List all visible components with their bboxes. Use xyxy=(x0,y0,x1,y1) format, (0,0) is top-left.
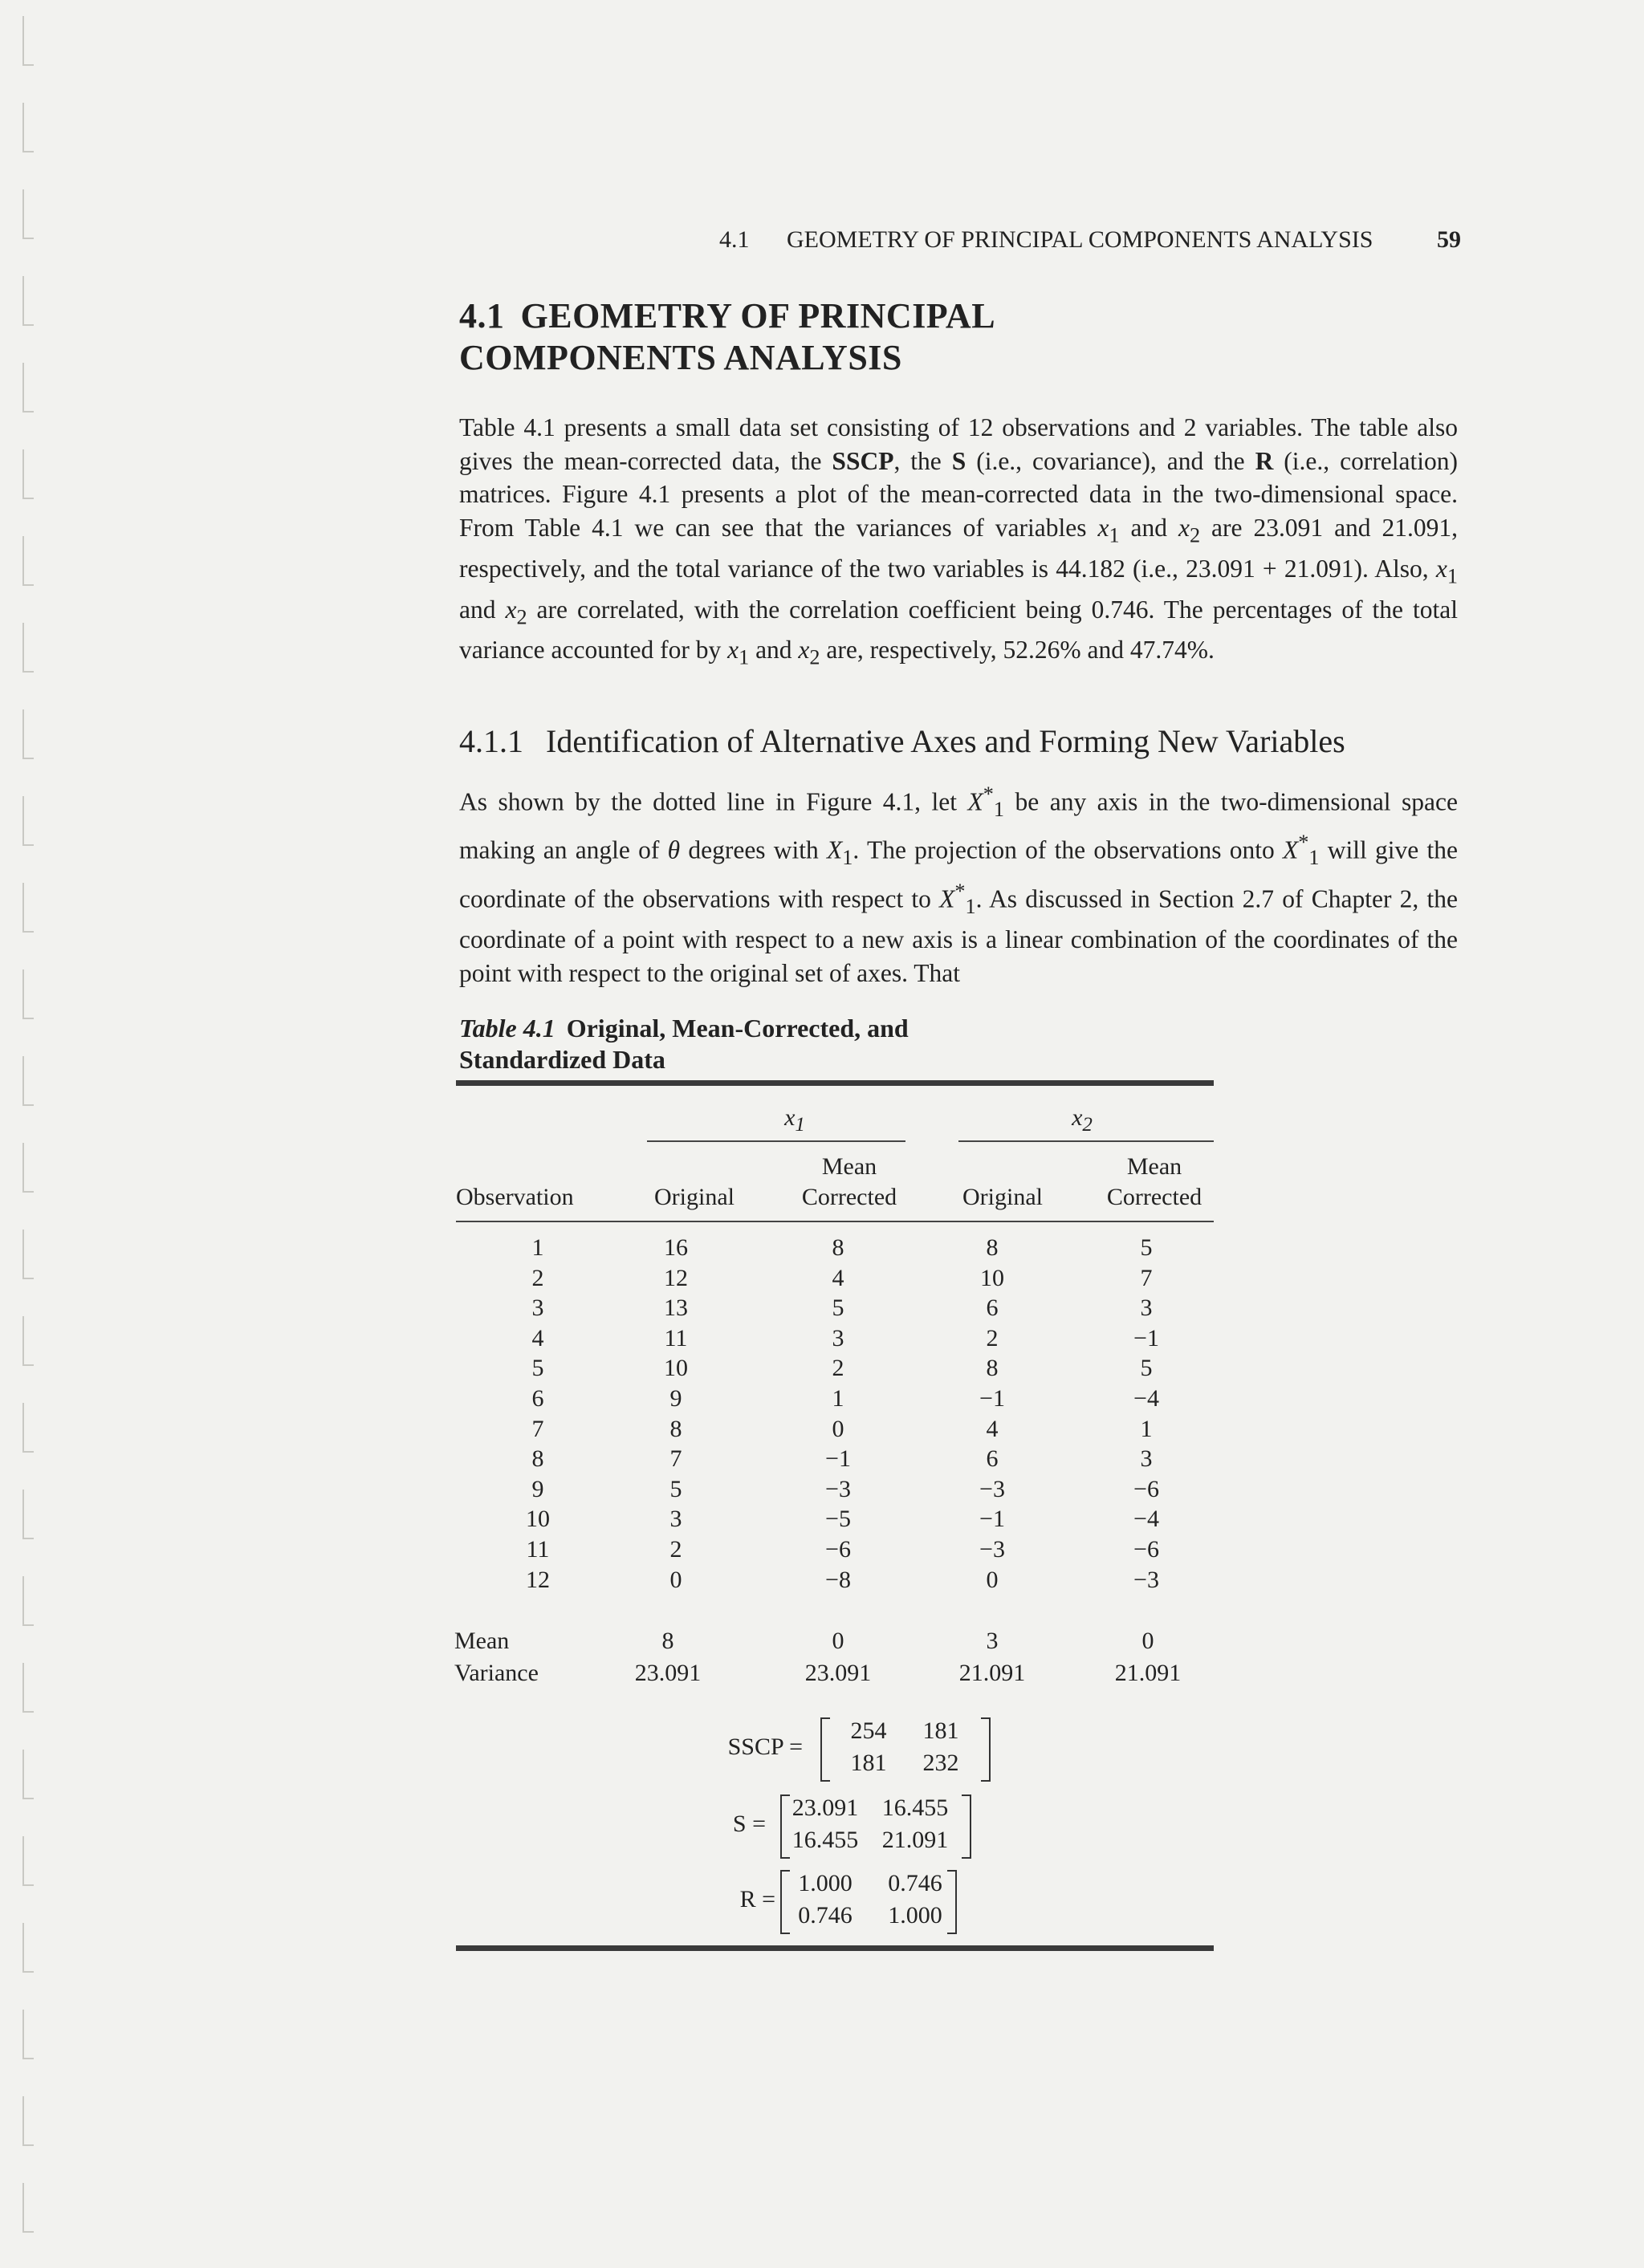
matrix-cell: 0.746 xyxy=(798,1902,853,1929)
binding-mark xyxy=(22,1316,34,1366)
summary-cell-x2-mc: 0 xyxy=(1141,1628,1154,1654)
table-cell-x2-mc: −6 xyxy=(1133,1535,1159,1563)
table-row xyxy=(456,1445,1214,1476)
page-number: 59 xyxy=(1437,226,1461,253)
table-top-rule xyxy=(456,1080,1214,1086)
table-row xyxy=(456,1416,1214,1446)
col-header-x1-original: Original xyxy=(654,1184,735,1210)
binding-mark xyxy=(22,2183,34,2233)
matrix-cell: 16.455 xyxy=(791,1827,859,1853)
table-cell-obs: 3 xyxy=(531,1295,544,1322)
table-row xyxy=(456,1506,1214,1536)
summary-cell-label: Mean xyxy=(454,1628,510,1654)
table-cell-obs: 7 xyxy=(531,1415,544,1442)
matrix-cell: 181 xyxy=(850,1750,887,1776)
summary-cell-x2-mc: 21.091 xyxy=(1114,1660,1182,1686)
matrix-cell: 1.000 xyxy=(798,1870,853,1896)
summary-row xyxy=(454,1660,1212,1692)
matrix-cell: 232 xyxy=(922,1750,959,1776)
table-cell-x2-orig: 6 xyxy=(986,1295,999,1322)
table-cell-x2-mc: −4 xyxy=(1133,1384,1159,1412)
table-cell-x1-orig: 16 xyxy=(664,1234,688,1261)
table-row xyxy=(456,1536,1214,1567)
binding-mark xyxy=(22,969,34,1019)
binding-mark xyxy=(22,623,34,673)
table-cell-x2-mc: −1 xyxy=(1133,1324,1159,1351)
binding-mark xyxy=(22,1230,34,1279)
section-heading xyxy=(459,295,1182,379)
matrix-cell: 23.091 xyxy=(791,1794,859,1821)
matrix-cell: 0.746 xyxy=(888,1870,942,1896)
binding-mark xyxy=(22,1836,34,1886)
table-cell-obs: 8 xyxy=(531,1445,544,1473)
binding-mark xyxy=(22,2010,34,2059)
binding-mark xyxy=(22,1750,34,1799)
table-cell-obs: 11 xyxy=(526,1535,550,1563)
binding-mark xyxy=(22,103,34,152)
table-cell-x2-mc: −4 xyxy=(1133,1506,1159,1533)
matrix-cell: 1.000 xyxy=(888,1902,942,1929)
table-cell-obs: 2 xyxy=(531,1264,544,1291)
subsection-number: 4.1.1 xyxy=(459,723,523,759)
table-cell-x1-orig: 11 xyxy=(664,1324,688,1351)
matrix-label: R = xyxy=(739,1886,775,1912)
matrix-right-bracket xyxy=(962,1794,971,1859)
table-row xyxy=(456,1385,1214,1416)
table-cell-x1-mc: −1 xyxy=(825,1445,851,1473)
subsection-heading xyxy=(459,722,1471,760)
table-caption xyxy=(459,1013,1069,1075)
table-cell-x1-mc: −5 xyxy=(825,1506,851,1533)
table-cell-x1-orig: 8 xyxy=(669,1415,682,1442)
header-section-title: GEOMETRY OF PRINCIPAL COMPONENTS ANALYSIS xyxy=(787,226,1373,253)
binding-edge xyxy=(22,0,32,2268)
table-cell-x1-orig: 13 xyxy=(664,1295,688,1322)
table-cell-x2-orig: 4 xyxy=(986,1415,999,1442)
subsection-title: Identification of Alternative Axes and Forming New Variables xyxy=(546,723,1345,759)
table-cell-x1-orig: 3 xyxy=(669,1506,682,1533)
table-cell-x1-mc: 8 xyxy=(832,1234,844,1261)
table-cell-x2-orig: −1 xyxy=(979,1384,1005,1412)
binding-mark xyxy=(22,883,34,933)
table-cell-x1-orig: 0 xyxy=(669,1566,682,1593)
matrix-cell: 21.091 xyxy=(881,1827,949,1853)
table-cell-obs: 1 xyxy=(531,1234,544,1261)
table-cell-x2-orig: 8 xyxy=(986,1234,999,1261)
section-title-line1: GEOMETRY OF PRINCIPAL xyxy=(520,296,996,335)
matrix-cell: 254 xyxy=(850,1717,887,1744)
table-cell-obs: 6 xyxy=(531,1384,544,1412)
binding-mark xyxy=(22,1143,34,1193)
table-cell-x2-orig: 8 xyxy=(986,1355,999,1382)
matrix-cell: 16.455 xyxy=(881,1794,949,1821)
section-title-line2: COMPONENTS ANALYSIS xyxy=(459,338,902,377)
summary-cell-x1-orig: 8 xyxy=(661,1628,674,1654)
table-cell-x2-mc: 3 xyxy=(1140,1295,1153,1322)
table-body xyxy=(456,1234,1214,1596)
header-section-number: 4.1 xyxy=(719,226,750,253)
table-cell-x1-mc: 2 xyxy=(832,1355,844,1382)
binding-mark xyxy=(22,1923,34,1973)
col-header-x1-mean-corrected: Mean Corrected xyxy=(801,1153,897,1210)
group-header-x1: $x_1$ xyxy=(784,1104,805,1136)
table-header-rule xyxy=(456,1221,1214,1222)
table-cell-x2-mc: 1 xyxy=(1140,1415,1153,1442)
summary-cell-x2-orig: 3 xyxy=(986,1628,999,1654)
summary-cell-x1-mc: 0 xyxy=(832,1628,844,1654)
table-row xyxy=(456,1234,1214,1265)
matrix-label: SSCP = xyxy=(727,1734,803,1760)
table-cell-x1-orig: 7 xyxy=(669,1445,682,1473)
binding-mark xyxy=(22,1663,34,1713)
group-rule-x1 xyxy=(647,1140,905,1142)
table-cell-obs: 12 xyxy=(526,1566,550,1593)
table-cell-x2-mc: −3 xyxy=(1133,1566,1159,1593)
table-cell-x1-orig: 10 xyxy=(664,1355,688,1382)
matrix-label: S = xyxy=(732,1811,766,1837)
table-cell-x2-mc: −6 xyxy=(1133,1475,1159,1502)
table-cell-x1-mc: 3 xyxy=(832,1324,844,1351)
table-cell-x2-mc: 7 xyxy=(1140,1264,1153,1291)
summary-cell-x1-orig: 23.091 xyxy=(634,1660,702,1686)
table-cell-x2-orig: 0 xyxy=(986,1566,999,1593)
summary-cell-x1-mc: 23.091 xyxy=(804,1660,872,1686)
table-cell-x1-mc: 5 xyxy=(832,1295,844,1322)
table-cell-x2-orig: 6 xyxy=(986,1445,999,1473)
table-cell-x1-mc: −8 xyxy=(825,1566,851,1593)
table-cell-x1-mc: 0 xyxy=(832,1415,844,1442)
binding-mark xyxy=(22,276,34,326)
table-cell-x2-orig: 2 xyxy=(986,1324,999,1351)
group-rule-x2 xyxy=(958,1140,1214,1142)
table-cell-x2-orig: −3 xyxy=(979,1475,1005,1502)
table-cell-x1-mc: −3 xyxy=(825,1475,851,1502)
table-cell-x1-orig: 12 xyxy=(664,1264,688,1291)
matrix-cell: 181 xyxy=(922,1717,959,1744)
paragraph-intro: Table 4.1 presents a small data set consisting of 12 observations and 2 variables. The table also gives the mean-corrected data, the SSCP, the S (i.e., covariance), and the R (i.e., correlation) matrices. Figure 4.1 presents a plot of the mean-corrected data in the two-dimensional space. From Table 4.1 we can see that the variances of variables $x_1$ and $x_2$ are 23.091 and 21.091, respectively, and the total variance of the two variables is 44.182 (i.e., 23.091 + 21.091). Also, $x_1$ and $x_2$ are correlated, with the correlation coefficient being 0.746. The percentages of the total variance accounted for by $x_1$ and $x_2$ are, respectively, 52.26% and 47.74%. xyxy=(459,413,1459,669)
matrix-right-bracket xyxy=(981,1717,991,1782)
table-caption-line1: Original, Mean-Corrected, and xyxy=(566,1014,909,1043)
table-cell-obs: 10 xyxy=(526,1506,550,1533)
table-row xyxy=(456,1476,1214,1506)
table-row xyxy=(456,1295,1214,1325)
table-bottom-rule xyxy=(456,1945,1214,1951)
col-header-observation: Observation xyxy=(456,1184,574,1210)
binding-mark xyxy=(22,1576,34,1626)
binding-mark xyxy=(22,796,34,846)
table-caption-line2: Standardized Data xyxy=(459,1045,665,1074)
binding-mark xyxy=(22,709,34,759)
summary-cell-label: Variance xyxy=(454,1660,539,1686)
table-cell-x1-mc: 1 xyxy=(832,1384,844,1412)
table-cell-x1-orig: 9 xyxy=(669,1384,682,1412)
table-row xyxy=(456,1567,1214,1597)
col-header-x2-mean-corrected: Mean Corrected xyxy=(1106,1153,1202,1210)
table-row xyxy=(456,1325,1214,1356)
table-cell-obs: 4 xyxy=(531,1324,544,1351)
table-label: Table 4.1 xyxy=(459,1014,555,1043)
table-row xyxy=(456,1265,1214,1295)
table-cell-x1-mc: 4 xyxy=(832,1264,844,1291)
summary-cell-x2-orig: 21.091 xyxy=(958,1660,1026,1686)
section-number: 4.1 xyxy=(459,296,505,335)
table-cell-x1-orig: 2 xyxy=(669,1535,682,1563)
binding-mark xyxy=(22,2096,34,2146)
binding-mark xyxy=(22,1490,34,1539)
table-cell-x1-orig: 5 xyxy=(669,1475,682,1502)
binding-mark xyxy=(22,536,34,586)
table-row xyxy=(456,1355,1214,1385)
table-cell-x2-orig: 10 xyxy=(980,1264,1004,1291)
binding-mark xyxy=(22,1056,34,1106)
binding-mark xyxy=(22,189,34,239)
paragraph-axes: As shown by the dotted line in Figure 4.1, let $X^*_1$ be any axis in the two-dimensional space making an angle of θ degrees with $X_1$. The projection of the observations onto $X^*_1$ will give the coordinate of the observations with respect to $X^*_1$. As discussed in Section 2.7 of Chapter 2, the coordinate of a point with respect to a new axis is a linear combination of the coordinates of the point with respect to the original set of axes. That xyxy=(459,782,1458,987)
col-header-x2-original: Original xyxy=(962,1184,1043,1210)
group-header-x2: $x_2$ xyxy=(1072,1104,1093,1136)
binding-mark xyxy=(22,16,34,66)
binding-mark xyxy=(22,449,34,499)
table-cell-x1-mc: −6 xyxy=(825,1535,851,1563)
table-cell-x2-orig: −1 xyxy=(979,1506,1005,1533)
table-cell-obs: 5 xyxy=(531,1355,544,1382)
summary-row xyxy=(454,1628,1212,1660)
table-cell-x2-orig: −3 xyxy=(979,1535,1005,1563)
table-summary xyxy=(454,1628,1212,1692)
table-cell-x2-mc: 5 xyxy=(1140,1234,1153,1261)
binding-mark xyxy=(22,1403,34,1453)
table-cell-x2-mc: 3 xyxy=(1140,1445,1153,1473)
binding-mark xyxy=(22,363,34,413)
table-cell-obs: 9 xyxy=(531,1475,544,1502)
table-cell-x2-mc: 5 xyxy=(1140,1355,1153,1382)
